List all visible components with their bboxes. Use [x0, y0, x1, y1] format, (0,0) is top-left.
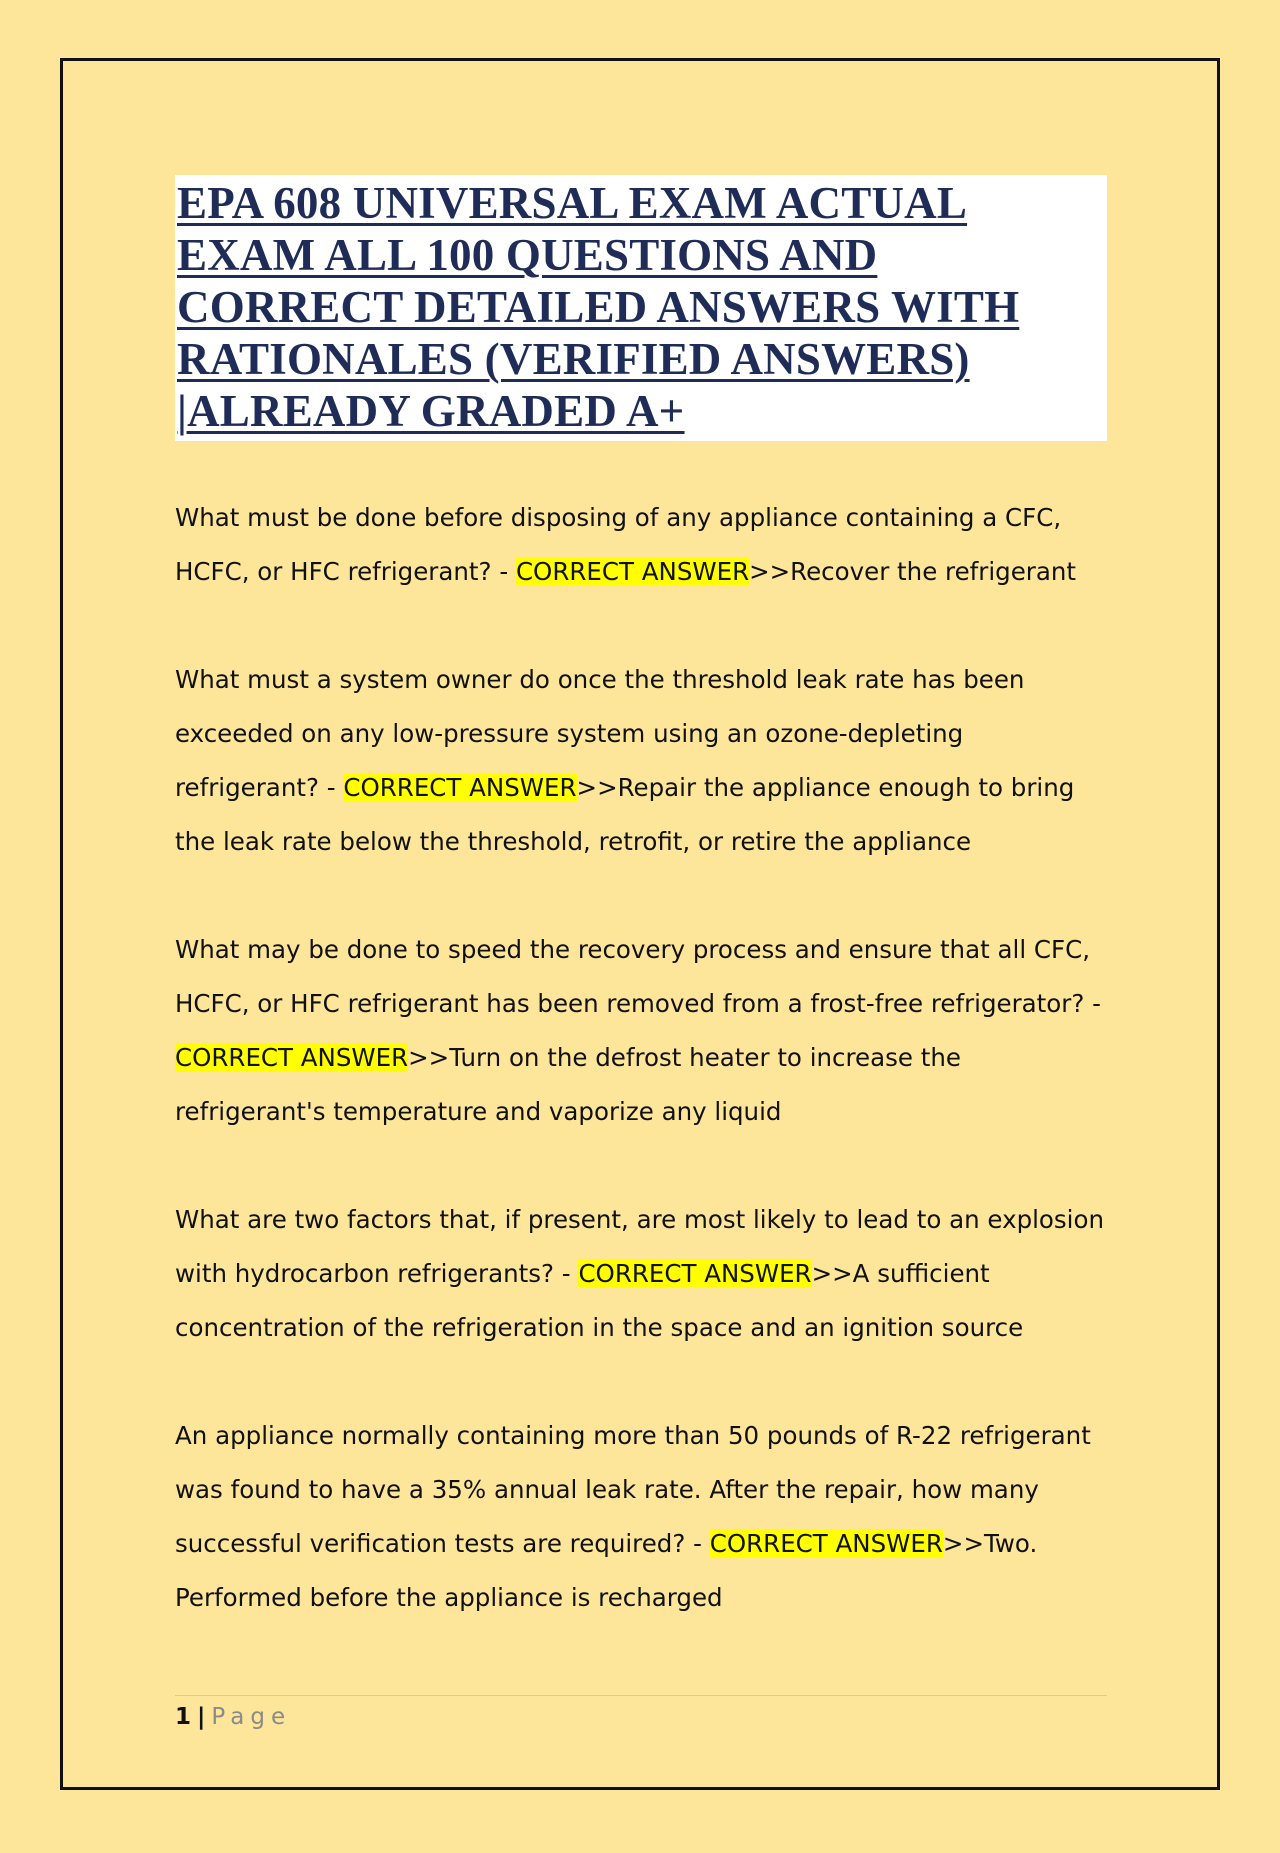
question-text: What may be done to speed the recovery process and ensure that all CFC, HCFC, or HFC refrigerant has been removed from a frost-free refrigerator? -	[175, 935, 1101, 1018]
document-title: EPA 608 UNIVERSAL EXAM ACTUAL EXAM ALL 100 QUESTIONS AND CORRECT DETAILED ANSWERS WITH RATIONALES (VERIFIED ANSWERS) |ALREADY GRADED A+	[177, 178, 1020, 436]
question-text: What must be done before disposing of any appliance containing a CFC, HCFC, or HFC refrigerant? -	[175, 503, 1062, 586]
page-separator: |	[197, 1704, 206, 1730]
qa-item	[175, 923, 1107, 1139]
correct-answer-label: CORRECT ANSWER	[515, 557, 750, 586]
page-label: Page	[211, 1704, 292, 1730]
title-box	[175, 175, 1107, 441]
question-text: An appliance normally containing more than 50 pounds of R-22 refrigerant was found to have a 35% annual leak rate. After the repair, how many successful verification tests are required? -	[175, 1421, 1091, 1558]
qa-list	[175, 491, 1107, 1625]
qa-item	[175, 1193, 1107, 1355]
answer-text: >>A sufficient concentration of the refrigeration in the space and an ignition source	[175, 1259, 1024, 1342]
qa-item	[175, 491, 1107, 599]
qa-item	[175, 1409, 1107, 1625]
correct-answer-label: CORRECT ANSWER	[343, 773, 577, 802]
page-number: 1	[175, 1704, 192, 1730]
document-body	[175, 175, 1107, 1625]
page-footer	[175, 1695, 1107, 1732]
correct-answer-label: CORRECT ANSWER	[578, 1259, 812, 1288]
question-text: What are two factors that, if present, are most likely to lead to an explosion with hydrocarbon refrigerants? -	[175, 1205, 1105, 1288]
correct-answer-label: CORRECT ANSWER	[175, 1043, 409, 1072]
answer-text: >>Recover the refrigerant	[749, 557, 1077, 586]
answer-text: >>Repair the appliance enough to bring the leak rate below the threshold, retrofit, or retire the appliance	[175, 773, 1075, 856]
qa-item	[175, 653, 1107, 869]
question-text: What must a system owner do once the threshold leak rate has been exceeded on any low-pressure system using an ozone-depleting refrigerant? -	[175, 665, 1025, 802]
answer-text: >>Turn on the defrost heater to increase the refrigerant's temperature and vaporize any liquid	[175, 1043, 961, 1126]
correct-answer-label: CORRECT ANSWER	[709, 1529, 943, 1558]
answer-text: >>Two. Performed before the appliance is recharged	[175, 1529, 1038, 1612]
